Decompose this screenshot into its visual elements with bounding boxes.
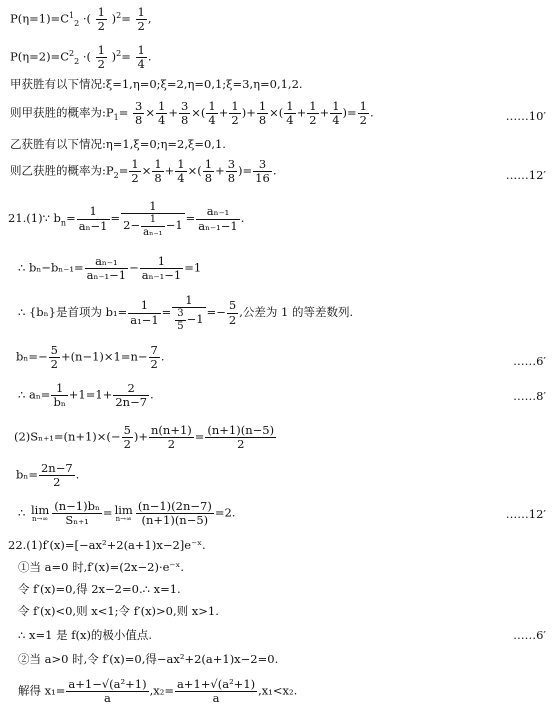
text: , <box>147 11 152 26</box>
sub: 2 <box>74 19 80 29</box>
fraction <box>121 200 184 238</box>
text: +(n−1)×1=n− <box>60 349 148 364</box>
fraction <box>172 294 205 332</box>
text: bₙ= <box>16 467 38 482</box>
num: 1 <box>140 255 183 269</box>
fraction <box>136 6 147 33</box>
fraction <box>257 100 268 127</box>
jia-cases <box>10 79 303 91</box>
den: 8 <box>258 113 267 128</box>
fraction <box>175 308 185 332</box>
fraction <box>128 299 160 326</box>
text: =1 <box>184 260 202 275</box>
text: n→∞ <box>115 515 132 524</box>
text: ∴ <box>18 505 29 520</box>
num: 2n−7 <box>40 461 73 475</box>
den: 2 <box>53 475 61 490</box>
q21-line6: (2)Sₙ₊₁=(n+1)×(− $\frac{5}{2}$ )+ $\frac{n(n+1)}{2}$ = $\frac{(n+1)(n-5)}{2}$ <box>14 423 275 452</box>
den: 2n−7 <box>115 395 148 410</box>
den: 5 <box>177 320 184 332</box>
yi-cases <box>10 139 226 151</box>
sub: 2 <box>113 171 119 181</box>
text: (2)Sₙ₊₁=(n+1)×(− <box>14 429 121 444</box>
fraction <box>51 382 67 409</box>
q22-line6: ②当 a>0 时,令 f′(x)=0,得−ax²+2(a+1)x−2=0. <box>18 652 279 666</box>
num: (n+1)(n−5) <box>207 423 275 437</box>
num: 3 <box>227 157 236 171</box>
text: ,x₁<x₂. <box>258 683 298 698</box>
sub: 2 <box>74 57 80 67</box>
sup: 2 <box>116 10 122 20</box>
num: 1 <box>154 157 162 171</box>
fraction <box>66 678 148 705</box>
eq-p-eta-1 <box>10 6 152 33</box>
den: aₙ−1 <box>78 218 108 233</box>
jia-probability: 则甲获胜的概率为$:P_1=$ $\frac{3}{8}$ × $\frac{1}{4}$ + $\frac{3}{8}$ ×( $\frac{1}{4}$ + $\frac{1}{2}$ )+ $\frac{1}{8}$ ×( $\frac{1}{4}$ + $\frac{1}{2}$ + $\frac{1}{4}$ )= $\frac{1}{2}$ . <box>10 99 374 128</box>
den: aₙ₋₁−1 <box>141 268 182 283</box>
text: 21.(1)∵ b <box>8 211 61 226</box>
fraction <box>85 255 128 282</box>
q21-line1: 21.(1)∵ $b_n=$ $\frac{1}{\text{aₙ−1}}$ = 1 2− $\frac{1}{\text{aₙ₋₁}}$ −1 = $\frac{\text{aₙ₋₁}}{\text{aₙ₋₁−1}}$ . <box>8 199 245 238</box>
fraction <box>140 255 183 282</box>
num: 1 <box>128 299 160 313</box>
text: 2− <box>123 218 141 233</box>
den: a <box>104 691 111 706</box>
text: 乙获胜有以下情况:η=1,ξ=0;η=2,ξ=0,1. <box>10 137 226 151</box>
den: 4 <box>157 113 166 128</box>
den: 8 <box>154 171 162 186</box>
den: 2 <box>167 437 176 452</box>
num: 7 <box>150 343 158 357</box>
num: 5 <box>228 298 237 313</box>
den: 2 <box>309 113 317 128</box>
den: a <box>212 691 220 706</box>
den: 2 <box>359 113 367 128</box>
score-mark: ……6′ <box>513 354 546 368</box>
num: 1 <box>177 157 185 171</box>
text: 则甲获胜的概率为:P <box>10 105 114 120</box>
num: 1 <box>332 99 340 113</box>
text: ) <box>111 11 117 26</box>
fraction <box>196 205 239 232</box>
text: ,公差为 1 的等差数列. <box>239 305 354 320</box>
den: 2 <box>237 437 245 452</box>
text: lim <box>30 502 50 517</box>
num: 1 <box>231 99 239 113</box>
den: 8 <box>180 113 189 128</box>
fraction <box>122 424 133 451</box>
fraction <box>156 100 167 127</box>
num: 1 <box>121 200 184 214</box>
text: ∴ bₙ−bₙ₋₁= <box>18 260 84 275</box>
den: 2 <box>97 19 105 34</box>
den: 4 <box>286 113 294 128</box>
fraction <box>133 100 144 127</box>
fraction <box>113 382 149 409</box>
text: ·( <box>82 49 91 64</box>
text: 甲获胜有以下情况:ξ=1,η=0;ξ=2,η=0,1;ξ=3,η=0,1,2. <box>10 77 303 91</box>
fraction <box>205 424 276 451</box>
fraction <box>96 44 107 71</box>
num: 1 <box>141 214 165 227</box>
num: n(n+1) <box>151 423 192 437</box>
sup: 1 <box>69 10 75 20</box>
fraction <box>149 424 194 451</box>
text: 解得 x₁= <box>18 683 66 698</box>
den: 2 <box>137 19 145 34</box>
q22-line5: ∴ x=1 是 f(x)的极小值点. <box>18 628 153 642</box>
den: 2 <box>123 437 131 452</box>
den: aₙ₋₁ <box>143 226 163 238</box>
text: P(η=1)=C <box>10 11 69 26</box>
text: = <box>121 49 131 64</box>
num: 1 <box>286 99 294 113</box>
fraction <box>206 100 217 127</box>
q22-line1: 22.(1)f′(x)=[−ax²+2(a+1)x−2]e⁻ˣ. <box>8 538 206 552</box>
num: 1 <box>172 294 205 308</box>
fraction <box>52 500 102 527</box>
text: lim <box>114 502 133 517</box>
den: 2− $\frac{1}{\text{aₙ₋₁}}$ −1 <box>123 214 183 238</box>
fraction <box>49 344 60 371</box>
q21-line2: ∴ bₙ−bₙ₋₁= $\frac{\text{aₙ₋₁}}{\text{aₙ₋₁−1}}$ − $\frac{1}{\text{aₙ₋₁−1}}$ =1 <box>18 254 202 283</box>
fraction <box>96 6 107 33</box>
q21-line7: bₙ= $\frac{2n-7}{2}$ . <box>16 461 80 490</box>
text: ∴ {bₙ}是首项为 b₁= <box>18 305 128 320</box>
fraction <box>149 344 160 371</box>
num: 5 <box>123 423 131 437</box>
fraction <box>358 100 369 127</box>
q22-line7 <box>18 678 297 705</box>
num: 1 <box>131 157 139 171</box>
den: 2 <box>150 357 158 372</box>
fraction <box>175 158 186 185</box>
num: 1 <box>51 382 67 396</box>
fraction <box>39 462 75 489</box>
num: a+1+√(a²+1) <box>176 677 256 691</box>
q22-line2: ①当 a=0 时,f′(x)=(2x−2)·e⁻ˣ. <box>18 560 185 574</box>
num: aₙ₋₁ <box>196 205 239 219</box>
score-mark: ……8′ <box>513 389 546 403</box>
num: 1 <box>258 99 267 113</box>
fraction <box>229 100 240 127</box>
num: 1 <box>204 157 213 171</box>
num: 1 <box>157 99 166 113</box>
num: 3 <box>253 158 272 172</box>
num: 1 <box>137 5 145 19</box>
fraction <box>226 158 237 185</box>
text: ,x₂= <box>149 683 174 698</box>
den: 8 <box>227 171 236 186</box>
q21-line4: bₙ=− $\frac{5}{2}$ +(n−1)×1=n− $\frac{7}{2}$ . <box>16 343 165 372</box>
text: 则乙获胜的概率为:P <box>10 163 114 178</box>
fraction <box>152 158 163 185</box>
num: 1 <box>97 43 105 57</box>
num: 3 <box>177 308 184 320</box>
q22-line4: 令 f′(x)<0,则 x<1;令 f′(x)>0,则 x>1. <box>18 604 219 618</box>
den: 4 <box>332 113 340 128</box>
num: 1 <box>77 205 110 219</box>
den: $\frac{3}{5}$ −1 <box>177 308 204 332</box>
fraction <box>179 100 190 127</box>
score-mark: ……6′ <box>513 628 546 642</box>
sub: 1 <box>113 113 119 123</box>
sup: 2 <box>116 48 122 58</box>
num: 3 <box>180 99 189 113</box>
q21-line3: ∴ {bₙ}是首项为 b₁= $\frac{1}{\text{a₁−1}}$ = 1 $\frac{3}{5}$ −1 =− $\frac{5}{2}$ ,公差为 1 的等差数列. <box>18 293 354 332</box>
den: bₙ <box>53 395 66 410</box>
fraction <box>203 158 214 185</box>
den: 2 <box>131 171 139 186</box>
num: 1 <box>137 43 145 57</box>
limit <box>31 504 49 524</box>
eq-p-eta-2 <box>10 44 152 71</box>
num: 1 <box>309 99 317 113</box>
text: )+ <box>133 429 149 444</box>
fraction <box>227 299 238 326</box>
fraction <box>136 44 147 71</box>
fraction <box>77 205 110 232</box>
num: 1 <box>359 99 367 113</box>
q21-line8: ∴ lim n→∞ $\frac{\text{(n−1)bₙ}}{\text{Sₙ₊₁}}$ = lim n→∞ $\frac{(n-1)(2n-7)}{(n+1)(n-5)}$ =2. <box>18 499 236 528</box>
den: (n+1)(n−5) <box>141 513 209 528</box>
den: aₙ₋₁−1 <box>198 218 238 233</box>
den: a₁−1 <box>130 312 159 327</box>
text: ) <box>111 49 117 64</box>
num: a+1−√(a²+1) <box>68 677 147 691</box>
score-mark: ……10′ <box>505 109 546 123</box>
den: 2 <box>50 357 58 372</box>
fraction <box>141 214 165 238</box>
den: 16 <box>255 171 270 186</box>
score-mark: ……12′ <box>505 168 546 182</box>
text: ·( <box>82 11 91 26</box>
den: aₙ₋₁−1 <box>86 268 127 283</box>
text: P(η=2)=C <box>10 49 69 64</box>
num: (n−1)(2n−7) <box>137 499 212 513</box>
den: Sₙ₊₁ <box>65 513 89 528</box>
den: 8 <box>204 171 213 186</box>
den: 2 <box>231 113 239 128</box>
num: 5 <box>50 343 58 357</box>
limit <box>115 504 133 524</box>
text: = <box>121 11 131 26</box>
fraction <box>253 158 272 185</box>
den: 4 <box>137 57 145 72</box>
text: +1=1+ <box>68 387 113 402</box>
q21-line5: ∴ aₙ= $\frac{1}{\text{bₙ}}$ +1=1+ $\frac{2}{2n-7}$ . <box>18 381 154 410</box>
fraction <box>136 500 214 527</box>
sup: 2 <box>69 48 75 58</box>
num: 1 <box>208 99 216 113</box>
fraction <box>175 678 257 705</box>
den: 8 <box>135 113 143 128</box>
text: ∴ aₙ= <box>18 387 51 402</box>
den: 2 <box>97 57 105 72</box>
q22-line3: 令 f′(x)=0,得 2x−2=0.∴ x=1. <box>18 582 181 596</box>
yi-probability: 则乙获胜的概率为$:P_2=$ $\frac{1}{2}$ × $\frac{1}{8}$ + $\frac{1}{4}$ ×( $\frac{1}{8}$ + $\frac{3}{8}$ )= $\frac{3}{16}$ . <box>10 157 277 186</box>
num: (n−1)bₙ <box>54 499 100 513</box>
text: . <box>147 49 152 64</box>
text: = <box>118 105 129 120</box>
den: 4 <box>208 113 216 128</box>
num: 1 <box>97 5 105 19</box>
num: aₙ₋₁ <box>85 255 128 269</box>
den: 4 <box>177 171 185 186</box>
fraction <box>307 100 318 127</box>
text: =2. <box>214 505 236 520</box>
num: 2 <box>113 382 149 396</box>
text: bₙ=− <box>16 349 48 364</box>
num: 3 <box>135 99 143 113</box>
score-mark: ……12′ <box>505 507 546 521</box>
fraction <box>129 158 140 185</box>
den: 2 <box>228 312 237 327</box>
text: n→∞ <box>32 515 49 524</box>
fraction <box>284 100 295 127</box>
fraction <box>330 100 341 127</box>
